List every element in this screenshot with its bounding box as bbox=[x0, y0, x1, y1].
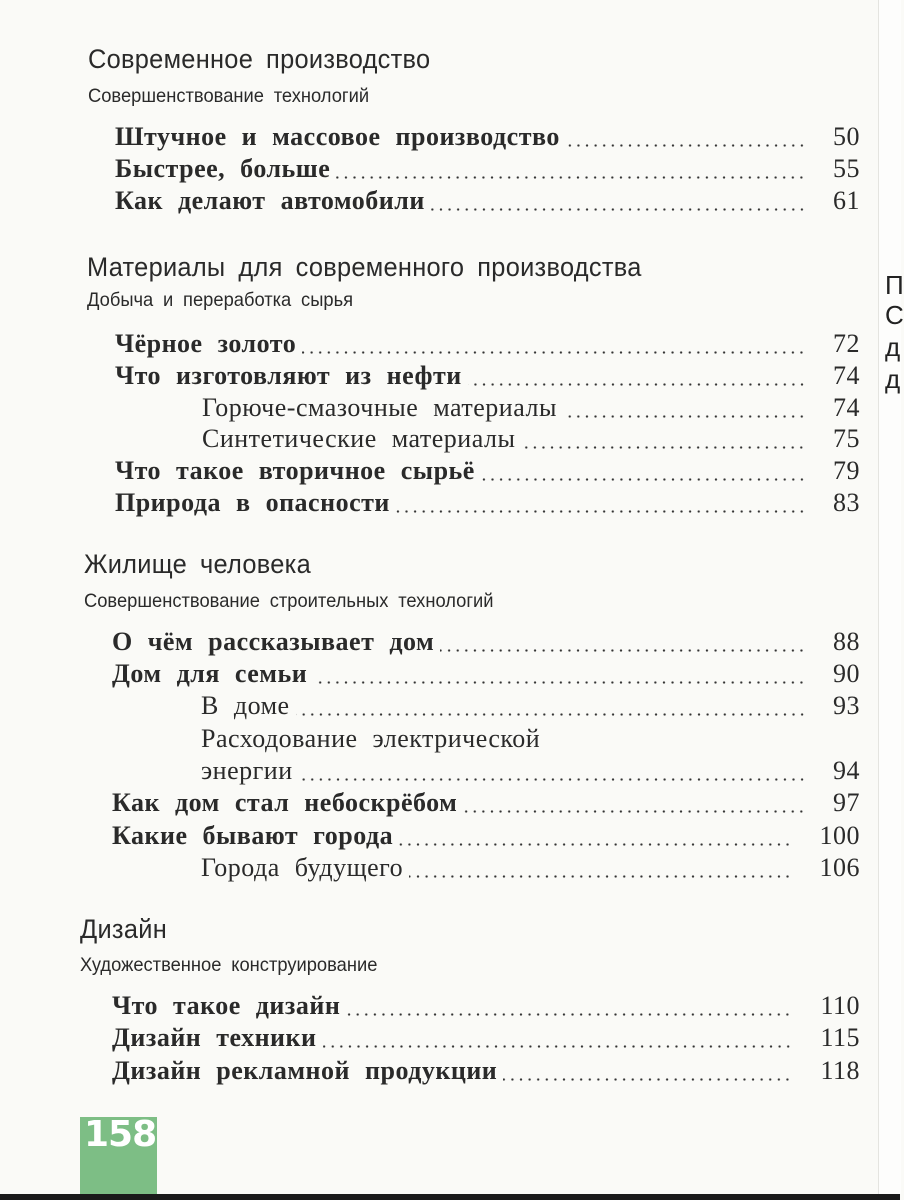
page-number-badge bbox=[80, 1114, 157, 1194]
scan-border bbox=[0, 1194, 900, 1200]
entry-title: Что такое вторичное сырьё bbox=[115, 456, 475, 485]
dot-leader bbox=[409, 875, 792, 878]
entry-page: 115 bbox=[820, 1023, 860, 1052]
toc-subentry[interactable] bbox=[202, 393, 860, 425]
toc-entry[interactable] bbox=[115, 361, 860, 393]
entry-page: 61 bbox=[833, 186, 860, 215]
section-title: Материалы для современного производства bbox=[87, 252, 642, 282]
entry-title: Дизайн рекламной продукции bbox=[112, 1056, 498, 1085]
dot-leader bbox=[399, 843, 792, 846]
entry-page: 90 bbox=[833, 659, 860, 688]
dot-leader bbox=[503, 1078, 792, 1081]
dot-leader bbox=[431, 208, 806, 211]
entry-title: Природа в опасности bbox=[115, 488, 390, 517]
adjacent-page-fragment: П bbox=[885, 270, 904, 300]
entry-page: 93 bbox=[833, 691, 860, 720]
toc-entry[interactable] bbox=[115, 154, 860, 186]
entry-title: Быстрее, больше bbox=[115, 154, 331, 183]
section-subtitle: Художественное конструирование bbox=[80, 954, 378, 976]
dot-leader bbox=[468, 383, 806, 386]
entry-page: 110 bbox=[820, 991, 860, 1020]
entry-title: Горюче-смазочные материалы bbox=[202, 393, 557, 422]
entry-title: Как делают автомобили bbox=[115, 186, 425, 215]
entry-title: Чёрное золото bbox=[115, 329, 297, 358]
toc-entry[interactable] bbox=[115, 488, 860, 520]
entry-title: О чём рассказывает дом bbox=[112, 627, 435, 656]
adjacent-page-fragment: С bbox=[885, 300, 904, 330]
section-title: Жилище человека bbox=[84, 549, 312, 579]
entry-title: Дом для семьи bbox=[112, 659, 308, 688]
entry-title: В доме bbox=[201, 691, 290, 720]
entry-page: 118 bbox=[820, 1056, 860, 1085]
toc-entry[interactable] bbox=[112, 627, 860, 659]
toc-entry[interactable] bbox=[115, 329, 860, 361]
toc-subentry[interactable] bbox=[202, 424, 860, 456]
toc-subentry[interactable] bbox=[201, 853, 860, 885]
dot-leader bbox=[346, 1013, 792, 1016]
section-title: Дизайн bbox=[80, 914, 168, 944]
toc-entry[interactable] bbox=[112, 788, 860, 820]
entry-page: 106 bbox=[819, 853, 860, 882]
dot-leader bbox=[566, 144, 806, 147]
dot-leader bbox=[299, 778, 806, 781]
entry-page: 74 bbox=[833, 393, 860, 422]
dot-leader bbox=[463, 810, 806, 813]
entry-title: энергии bbox=[201, 756, 293, 785]
dot-leader bbox=[336, 176, 806, 179]
entry-title-line1: Расходование электрической bbox=[201, 724, 541, 753]
entry-page: 79 bbox=[833, 456, 860, 485]
adjacent-page-edge bbox=[878, 0, 901, 1194]
entry-page: 74 bbox=[833, 361, 860, 390]
entry-title: Что изготовляют из нефти bbox=[115, 361, 462, 390]
section-title: Современное производство bbox=[88, 44, 431, 74]
entry-title: Что такое дизайн bbox=[112, 991, 341, 1020]
toc-entry[interactable] bbox=[115, 456, 860, 488]
toc-entry[interactable] bbox=[112, 1056, 860, 1088]
entry-page: 72 bbox=[833, 329, 860, 358]
entry-page: 94 bbox=[833, 756, 860, 785]
entry-title: Штучное и массовое производство bbox=[115, 122, 560, 151]
dot-leader bbox=[521, 446, 806, 449]
toc-entry[interactable] bbox=[112, 659, 860, 691]
entry-page: 97 bbox=[833, 788, 860, 817]
dot-leader bbox=[313, 681, 806, 684]
entry-page: 75 bbox=[833, 424, 860, 453]
adjacent-page-fragment: д bbox=[885, 364, 901, 394]
dot-leader bbox=[481, 478, 806, 481]
adjacent-page-fragment: д bbox=[885, 332, 901, 362]
toc-entry[interactable] bbox=[112, 821, 860, 853]
entry-title: Как дом стал небоскрёбом bbox=[112, 788, 458, 817]
section-subtitle: Добыча и переработка сырья bbox=[87, 289, 354, 311]
toc-entry[interactable] bbox=[112, 991, 860, 1023]
entry-title: Синтетические материалы bbox=[202, 424, 516, 453]
entry-title: Города будущего bbox=[201, 853, 404, 882]
toc-subentry[interactable] bbox=[201, 756, 860, 788]
dot-leader bbox=[323, 1045, 793, 1048]
entry-page: 88 bbox=[833, 627, 860, 656]
dot-leader bbox=[296, 713, 806, 716]
entry-page: 83 bbox=[833, 488, 860, 517]
section-subtitle: Совершенствование технологий bbox=[88, 85, 370, 107]
toc-entry[interactable] bbox=[112, 1023, 860, 1055]
entry-title: Какие бывают города bbox=[112, 821, 394, 850]
dot-leader bbox=[440, 649, 806, 652]
entry-page: 50 bbox=[833, 122, 860, 151]
entry-title: Дизайн техники bbox=[112, 1023, 317, 1052]
dot-leader bbox=[302, 351, 806, 354]
toc-entry[interactable] bbox=[115, 186, 860, 218]
toc-entry[interactable] bbox=[115, 122, 860, 154]
entry-page: 100 bbox=[819, 821, 860, 850]
section-subtitle: Совершенствование строительных технологий bbox=[84, 590, 494, 612]
page-number: 158 bbox=[84, 1114, 157, 1155]
dot-leader bbox=[396, 510, 806, 513]
entry-page: 55 bbox=[833, 154, 860, 183]
toc-subentry[interactable] bbox=[201, 691, 860, 723]
dot-leader bbox=[563, 415, 806, 418]
